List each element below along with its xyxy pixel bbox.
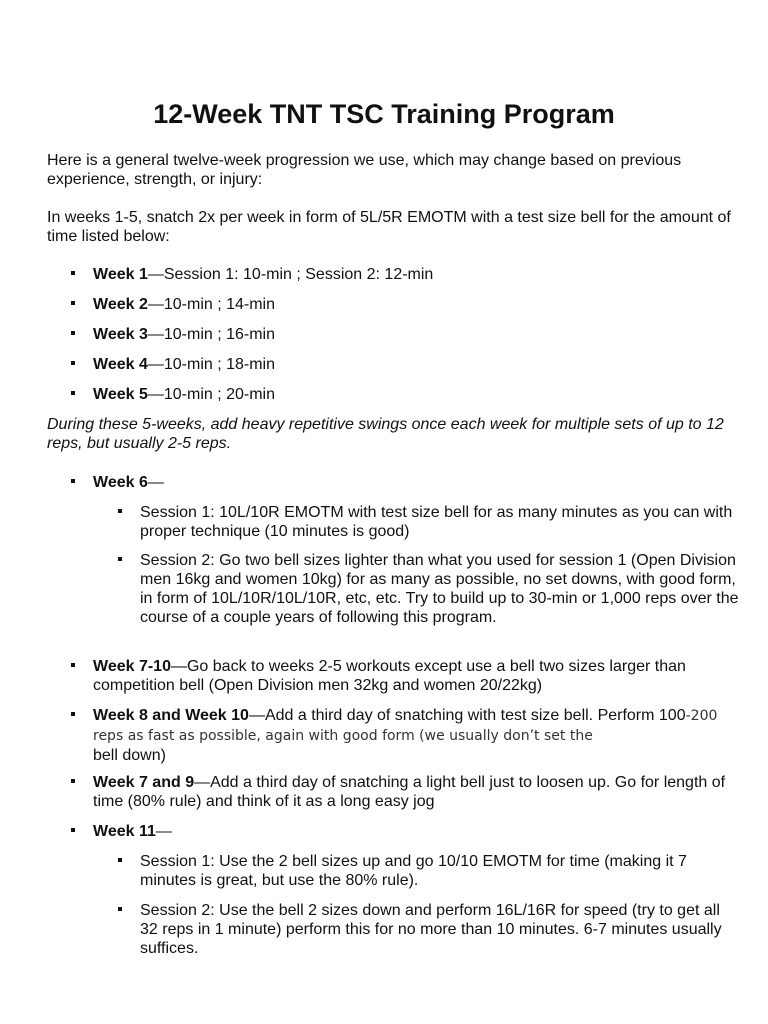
bullet-icon	[71, 663, 75, 667]
week-text: —Add a third day of snatching a light bell just to loosen up. Go for length of time (80% rule) and think of it as a long easy jog	[93, 774, 726, 810]
bullet-icon	[71, 391, 75, 395]
list-item-week-7-10	[93, 657, 733, 695]
list-item-week-2	[93, 295, 733, 314]
bullet-icon	[71, 301, 75, 305]
list-item-week-7-9	[93, 773, 733, 811]
bullet-icon	[71, 361, 75, 365]
list-item-week-5	[93, 385, 733, 404]
bullet-icon	[71, 271, 75, 275]
list-item-week-8-10	[93, 706, 733, 765]
week-label: Week 4	[93, 356, 148, 373]
bullet-icon	[71, 779, 75, 783]
page-title: 12-Week TNT TSC Training Program	[153, 99, 615, 129]
week-text-end: bell down)	[93, 747, 166, 764]
list-item-week-4	[93, 355, 733, 374]
list-item-week-6-session-2	[140, 551, 740, 627]
session-text: Session 1: 10L/10R EMOTM with test size bell for as many minutes as you can with proper technique (10 minutes is good)	[140, 504, 733, 540]
week-text: —	[155, 823, 172, 840]
list-item-week-3	[93, 325, 733, 344]
bullet-icon	[118, 509, 122, 513]
week-label: Week 1	[93, 266, 148, 283]
week-label: Week 6	[93, 474, 148, 491]
week-label: Week 5	[93, 386, 148, 403]
swings-note: During these 5-weeks, add heavy repetitive swings once each week for multiple sets of up to 12 reps, but usually 2-5 reps.	[47, 416, 724, 452]
week-text: —Session 1: 10-min ; Session 2: 12-min	[147, 266, 434, 283]
session-text: Session 2: Use the bell 2 sizes down and perform 16L/16R for speed (try to get all 32 reps in 1 minute) perform this for no more than 10 minutes. 6-7 minutes usually suffices.	[140, 902, 722, 957]
week-text-continued: -200 reps as fast as possible, again with good form (we usually don’t set the	[93, 708, 718, 744]
session-text: Session 1: Use the 2 bell sizes up and go 10/10 EMOTM for time (making it 7 minutes is great, but use the 80% rule).	[140, 853, 687, 889]
week-label: Week 7 and 9	[93, 774, 195, 791]
list-item-week-6-session-1	[140, 503, 740, 541]
intro-paragraph: Here is a general twelve-week progression we use, which may change based on previous experience, strength, or injury:	[47, 152, 682, 188]
week-text: —10-min ; 16-min	[147, 326, 276, 343]
bullet-icon	[71, 712, 75, 716]
bullet-icon	[71, 828, 75, 832]
list-item-week-1	[93, 265, 733, 284]
list-item-week-6	[93, 473, 733, 492]
bullet-icon	[118, 557, 122, 561]
bullet-icon	[71, 331, 75, 335]
week-text: —Go back to weeks 2-5 workouts except use a bell two sizes larger than competition bell (Open Division men 32kg and women 20/22kg)	[93, 658, 686, 694]
session-text: Session 2: Go two bell sizes lighter than what you used for session 1 (Open Division men 16kg and women 10kg) for as many as possible, no set downs, with good form, in form of 10L/10R/10L/10R, etc, etc. Try to build up to 30-min or 1,000 reps over the course of a couple years of following this program.	[140, 552, 739, 626]
week-text: —10-min ; 18-min	[147, 356, 276, 373]
week-text: —Add a third day of snatching with test size bell. Perform 100	[248, 707, 686, 724]
list-item-week-11-session-1	[140, 852, 740, 890]
week-label: Week 11	[93, 823, 156, 840]
list-item-week-11-session-2	[140, 901, 740, 958]
weeks-intro-paragraph: In weeks 1-5, snatch 2x per week in form of 5L/5R EMOTM with a test size bell for the amount of time listed below:	[47, 209, 731, 245]
bullet-icon	[71, 479, 75, 483]
week-text: —	[147, 474, 164, 491]
week-label: Week 8 and Week 10	[93, 707, 249, 724]
list-item-week-11	[93, 822, 733, 841]
week-label: Week 2	[93, 296, 148, 313]
bullet-icon	[118, 858, 122, 862]
bullet-icon	[118, 907, 122, 911]
week-label: Week 7-10	[93, 658, 171, 675]
week-text: —10-min ; 20-min	[147, 386, 276, 403]
week-text: —10-min ; 14-min	[147, 296, 276, 313]
week-label: Week 3	[93, 326, 148, 343]
